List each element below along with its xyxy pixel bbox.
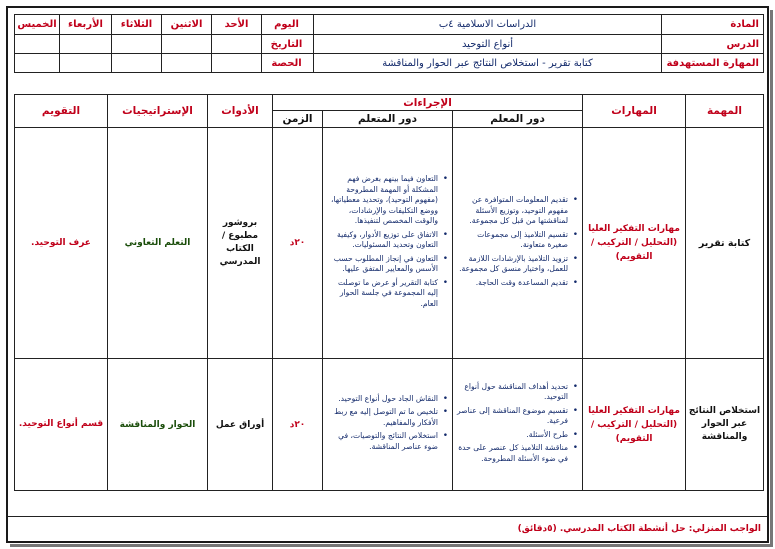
task-cell: استخلاص النتائج عبر الحوار والمناقشة (686, 359, 764, 491)
period-cell[interactable] (60, 54, 112, 73)
day-sunday: الأحد (212, 15, 262, 35)
tools-cell: أوراق عمل (208, 359, 273, 491)
date-cell[interactable] (60, 35, 112, 54)
period-label: الحصة (262, 54, 314, 73)
teacher-role-header: دور المعلم (453, 111, 583, 128)
skills-cell: مهارات التفكير العليا (التحليل / التركيب / التقويم) (583, 128, 686, 359)
list-item: • تقديم المساعدة وقت الحاجة. (455, 278, 568, 289)
teacher-role-cell (453, 359, 583, 491)
lesson-plan-sheet (6, 6, 769, 543)
day-monday: الاثنين (162, 15, 212, 35)
date-cell[interactable] (15, 35, 60, 54)
skill-label: المهارة المستهدفة (662, 54, 764, 73)
learner-items-list (325, 394, 450, 453)
list-item: • طرح الأسئلة. (455, 430, 568, 441)
list-item: • تقديم المعلومات المتوافرة عن مفهوم التوحيد، وتوزيع الأسئلة لمناقشتها من قبل كل مجموعة. (455, 195, 568, 227)
teacher-items-list (455, 382, 580, 465)
day-wednesday: الأربعاء (60, 15, 112, 35)
teacher-items-list (455, 195, 580, 288)
list-item: • تزويد التلاميذ بالإرشادات اللازمة للعمل، واختيار منسق كل مجموعة. (455, 254, 568, 275)
list-item: • تقسيم موضوع المناقشة إلى عناصر فرعية. (455, 406, 568, 427)
subject-label: المادة (662, 15, 764, 35)
day-thursday: الخميس (15, 15, 60, 35)
skill-value: كتابة تقرير - استخلاص النتائج عبر الحوار والمناقشة (314, 54, 662, 73)
strategy-cell: التعلم التعاوني (108, 128, 208, 359)
skills-cell: مهارات التفكير العليا (التحليل / التركيب / التقويم) (583, 359, 686, 491)
table-row (15, 128, 764, 359)
task-header: المهمة (686, 95, 764, 128)
learner-role-cell (323, 128, 453, 359)
list-item: • مناقشة التلاميذ كل عنصر على حدة في ضوء الأسئلة المطروحة. (455, 443, 568, 464)
period-cell[interactable] (112, 54, 162, 73)
list-item: • الاتفاق على توزيع الأدوار، وكيفية التعاون وتحديد المسئوليات. (325, 230, 438, 251)
learner-items-list (325, 174, 450, 309)
period-cell[interactable] (212, 54, 262, 73)
date-cell[interactable] (112, 35, 162, 54)
procedures-table (14, 94, 764, 491)
list-item: • تقسيم التلاميذ إلى مجموعات صغيرة متعاونة. (455, 230, 568, 251)
date-cell[interactable] (212, 35, 262, 54)
teacher-role-cell (453, 128, 583, 359)
lesson-label: الدرس (662, 35, 764, 54)
time-cell: ٢٠د (273, 128, 323, 359)
lesson-value: أنواع التوحيد (314, 35, 662, 54)
list-item: • كتابة التقرير أو عرض ما توصلت إليه المجموعة في جلسة الحوار العام. (325, 278, 438, 310)
learner-role-header: دور المتعلم (323, 111, 453, 128)
time-cell: ٢٠د (273, 359, 323, 491)
list-item: • تحديد أهداف المناقشة حول أنواع التوحيد. (455, 382, 568, 403)
list-item: • النقاش الجاد حول أنواع التوحيد. (325, 394, 438, 405)
learner-role-cell (323, 359, 453, 491)
header-table (14, 14, 764, 73)
tools-cell: بروشور مطبوع / الكتاب المدرسي (208, 128, 273, 359)
subject-value: الدراسات الاسلامية ٤ب (314, 15, 662, 35)
skills-header: المهارات (583, 95, 686, 128)
list-item: • تلخيص ما تم التوصل إليه مع ربط الأفكار والمفاهيم. (325, 407, 438, 428)
time-header: الزمن (273, 111, 323, 128)
tools-header: الأدوات (208, 95, 273, 128)
homework-text: الواجب المنزلي: حل أنشطة الكتاب المدرسي. (٥دقائق) (517, 524, 761, 534)
footer-bar (8, 516, 767, 542)
evaluation-cell: عرف التوحيد. (15, 128, 108, 359)
strategies-header: الإستراتيجيات (108, 95, 208, 128)
list-item: • التعاون في إنجاز المطلوب حسب الأسس والمعايير المتفق عليها. (325, 254, 438, 275)
date-label: التاريخ (262, 35, 314, 54)
evaluation-header: التقويم (15, 95, 108, 128)
procedures-header: الإجراءات (273, 95, 583, 111)
period-cell[interactable] (15, 54, 60, 73)
period-cell[interactable] (162, 54, 212, 73)
list-item: • التعاون فيما بينهم بغرض فهم المشكلة أو المهمة المطروحة (مفهوم التوحيد)، وتحديد معطياتها، ووضع التكليفات والإرشادات، والوقت المخصص لتنفيذها. (325, 174, 438, 227)
day-tuesday: الثلاثاء (112, 15, 162, 35)
day-label: اليوم (262, 15, 314, 35)
strategy-cell: الحوار والمناقشة (108, 359, 208, 491)
list-item: • استخلاص النتائج والتوصيات، في ضوء عناصر المناقشة. (325, 431, 438, 452)
table-row (15, 359, 764, 491)
date-cell[interactable] (162, 35, 212, 54)
task-cell: كتابة تقرير (686, 128, 764, 359)
evaluation-cell: قسم أنواع التوحيد. (15, 359, 108, 491)
